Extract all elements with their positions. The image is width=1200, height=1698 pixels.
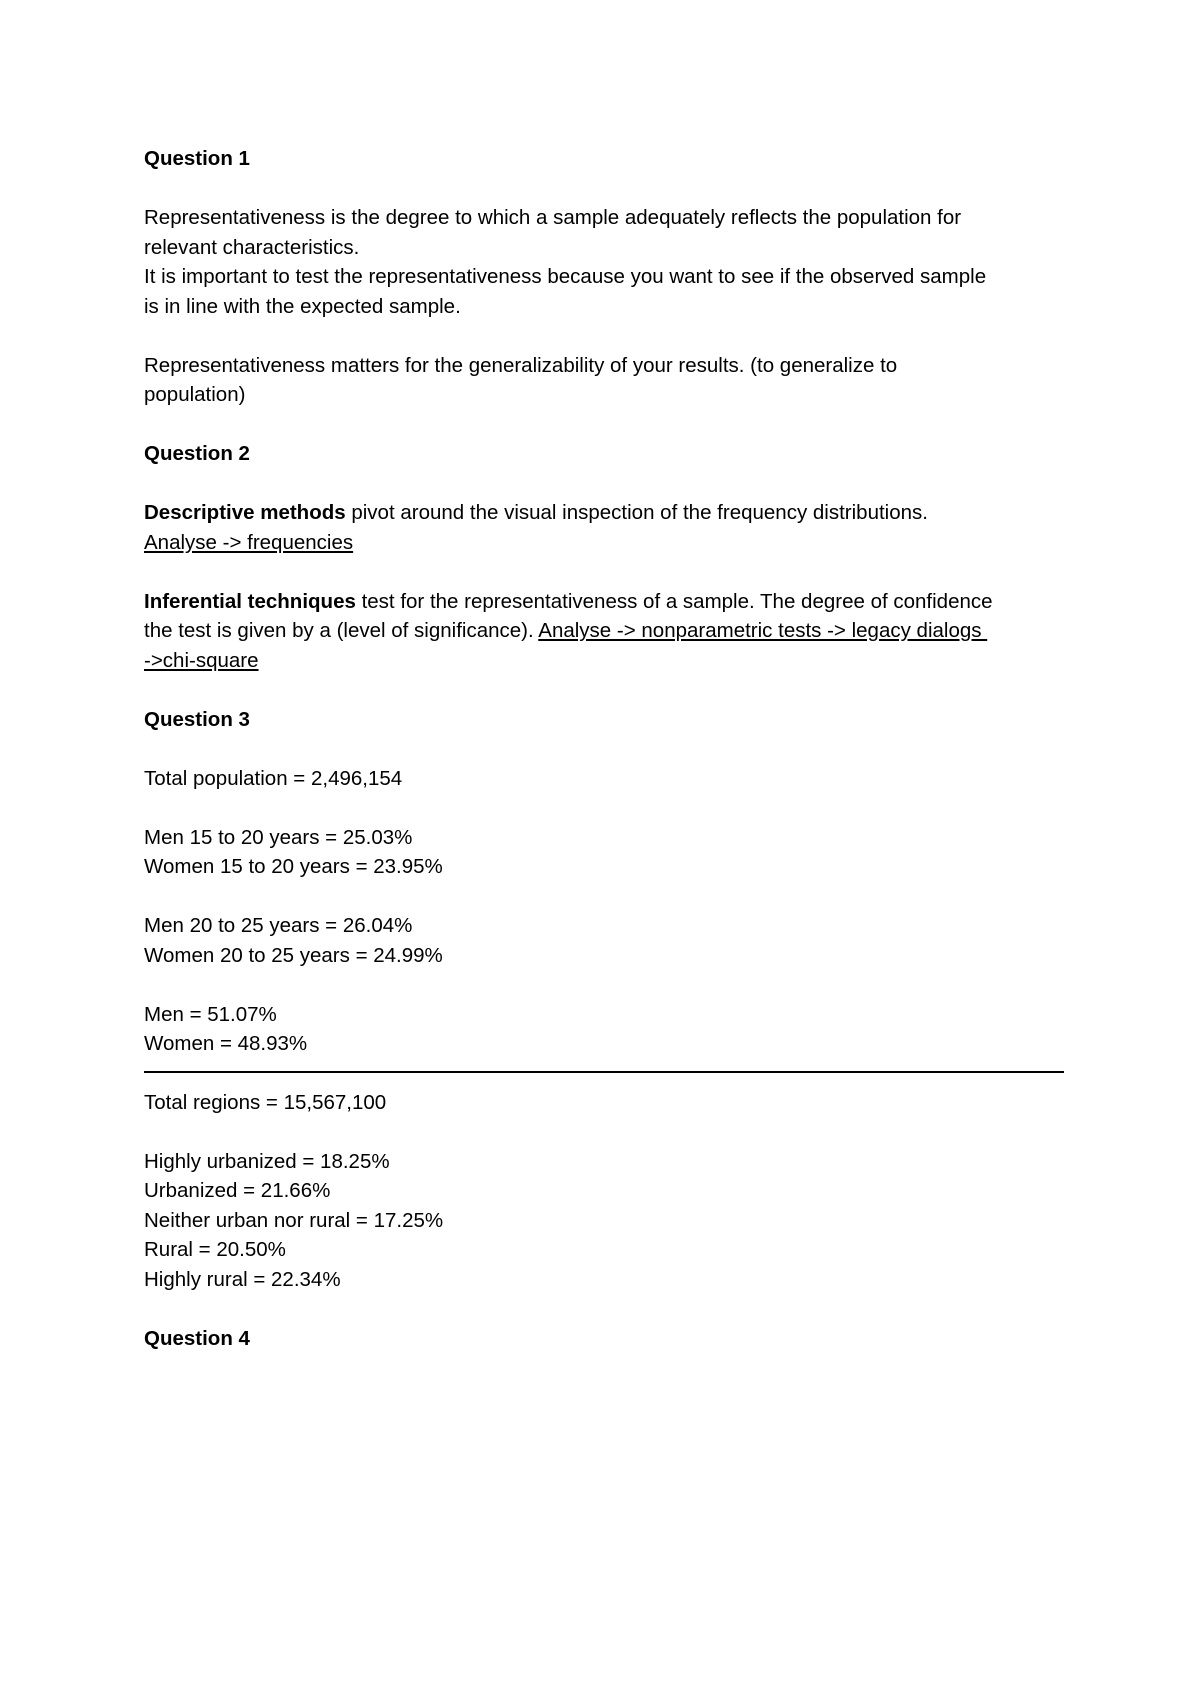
- inferential-menu-path: Analyse -> nonparametric tests -> legacy dialogs: [538, 619, 988, 642]
- question-2-heading: Question 2: [144, 442, 250, 465]
- inferential-line-3: [144, 646, 1064, 676]
- men-15-20: Men 15 to 20 years = 25.03%: [144, 825, 413, 849]
- women-total: Women = 48.93%: [144, 1032, 308, 1055]
- descriptive-menu-path: Analyse -> frequencies: [144, 530, 354, 554]
- inferential-techniques-line: [144, 587, 1064, 617]
- inferential-techniques-text: test for the representativeness of a sample. The degree of confidence: [355, 589, 993, 613]
- highly-rural: Highly rural = 22.34%: [144, 1267, 341, 1291]
- descriptive-methods-term: Descriptive methods: [144, 501, 346, 524]
- horizontal-divider: [144, 1071, 1064, 1073]
- question-3-heading: Question 3: [144, 707, 250, 731]
- urbanized: Urbanized = 21.66%: [144, 1179, 331, 1202]
- q1-paragraph-line: Representativeness is the degree to which a sample adequately reflects the population for: [144, 206, 962, 229]
- document-page: [144, 144, 1064, 1353]
- neither-urban-nor-rural: Neither urban nor rural = 17.25%: [144, 1208, 444, 1232]
- q1-paragraph-line: It is important to test the representativeness because you want to see if the observed sample: [144, 265, 987, 288]
- men-total: Men = 51.07%: [144, 1002, 277, 1026]
- descriptive-path-line: [144, 528, 1064, 558]
- question-1-heading: Question 1: [144, 147, 250, 170]
- q1-paragraph-line: relevant characteristics.: [144, 235, 360, 259]
- descriptive-methods-line: [144, 498, 1064, 528]
- q1-paragraph-line: population): [144, 383, 246, 406]
- q1-paragraph-line: Representativeness matters for the generalizability of your results. (to generalize to: [144, 353, 898, 377]
- men-20-25: Men 20 to 25 years = 26.04%: [144, 914, 413, 937]
- inferential-text: the test is given by a (level of significance).: [144, 619, 539, 642]
- highly-urbanized: Highly urbanized = 18.25%: [144, 1149, 390, 1173]
- q1-paragraph-line: is in line with the expected sample.: [144, 294, 461, 318]
- inferential-techniques-term: Inferential techniques: [144, 589, 356, 613]
- rural: Rural = 20.50%: [144, 1238, 286, 1261]
- total-population: Total population = 2,496,154: [144, 766, 403, 790]
- total-regions: Total regions = 15,567,100: [144, 1090, 387, 1114]
- inferential-line-2: [144, 616, 1064, 646]
- question-4-heading: Question 4: [144, 1326, 250, 1350]
- inferential-menu-path-end: ->chi-square: [144, 648, 259, 672]
- descriptive-methods-text: pivot around the visual inspection of the frequency distributions.: [345, 501, 928, 524]
- women-15-20: Women 15 to 20 years = 23.95%: [144, 855, 443, 878]
- women-20-25: Women 20 to 25 years = 24.99%: [144, 943, 443, 967]
